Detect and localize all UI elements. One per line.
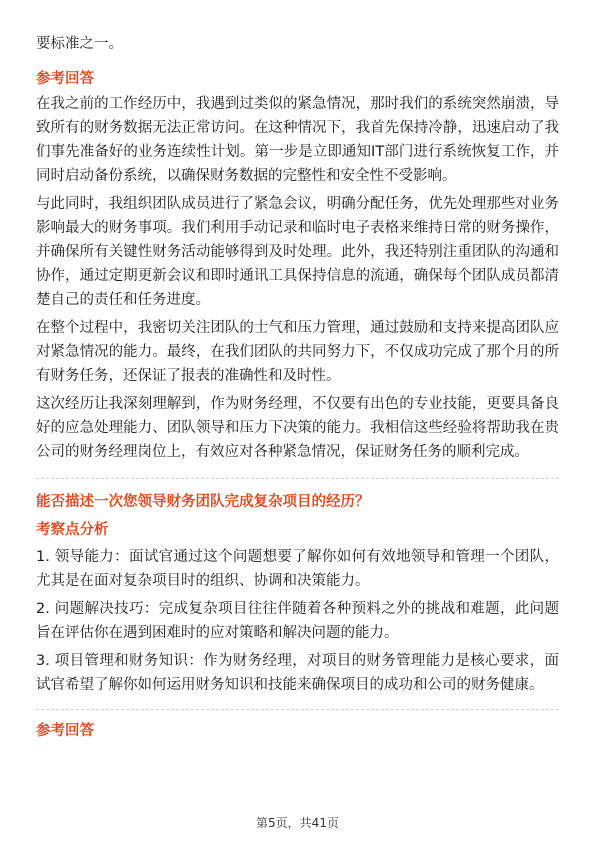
reference-answer-label: 参考回答 [36, 723, 94, 739]
analysis-point: 3. 项目管理和财务知识：作为财务经理，对项目的财务管理能力是核心要求，面试官希望了解你如何运用财务知识和技能来确保项目的成功和公司的财务健康。 [36, 653, 559, 693]
analysis-point: 1. 领导能力：面试官通过这个问题想要了解你如何有效地领导和管理一个团队，尤其是在面对复杂项目时的组织、协调和决策能力。 [36, 549, 559, 589]
section-divider [36, 478, 559, 479]
reference-answer-label: 参考回答 [36, 71, 94, 87]
intro-tail-text: 要标准之一。 [36, 36, 123, 52]
analysis-label: 考察点分析 [36, 522, 109, 538]
analysis-point: 2. 问题解决技巧：完成复杂项目往往伴随着各种预料之外的挑战和难题，此问题旨在评估你在遇到困难时的应对策略和解决问题的能力。 [36, 601, 559, 641]
question-title: 能否描述一次您领导财务团队完成复杂项目的经历？ [36, 494, 370, 510]
answer-paragraph: 与此同时，我组织团队成员进行了紧急会议，明确分配任务，优先处理那些对业务影响最大的财务事项。我们利用手动记录和临时电子表格来维持日常的财务操作，并确保所有关键性财务活动能够得到及时处理。此外，我还特别注重团队的沟通和协作，通过定期更新会议和即时通讯工具保持信息的流通，确保每个团队成员都清楚自己的责任和任务进度。 [36, 196, 559, 308]
answer-paragraph: 在整个过程中，我密切关注团队的士气和压力管理，通过鼓励和支持来提高团队应对紧急情况的能力。最终，在我们团队的共同努力下，不仅成功完成了那个月的所有财务任务，还保证了报表的准确性和及时性。 [36, 320, 559, 384]
page-number: 第5页，共41页 [256, 816, 339, 830]
section-divider [36, 709, 559, 710]
answer-paragraph: 在我之前的工作经历中，我遇到过类似的紧急情况，那时我们的系统突然崩溃，导致所有的财务数据无法正常访问。在这种情况下，我首先保持冷静，迅速启动了我们事先准备好的业务连续性计划。第一步是立即通知IT部门进行系统恢复工作，并同时启动备份系统，以确保财务数据的完整性和安全性不受影响。 [36, 96, 559, 184]
answer-paragraph: 这次经历让我深刻理解到，作为财务经理，不仅要有出色的专业技能，更要具备良好的应急处理能力、团队领导和压力下决策的能力。我相信这些经验将帮助我在贵公司的财务经理岗位上，有效应对各种紧急情况，保证财务任务的顺利完成。 [36, 396, 559, 460]
document-page [36, 32, 559, 742]
